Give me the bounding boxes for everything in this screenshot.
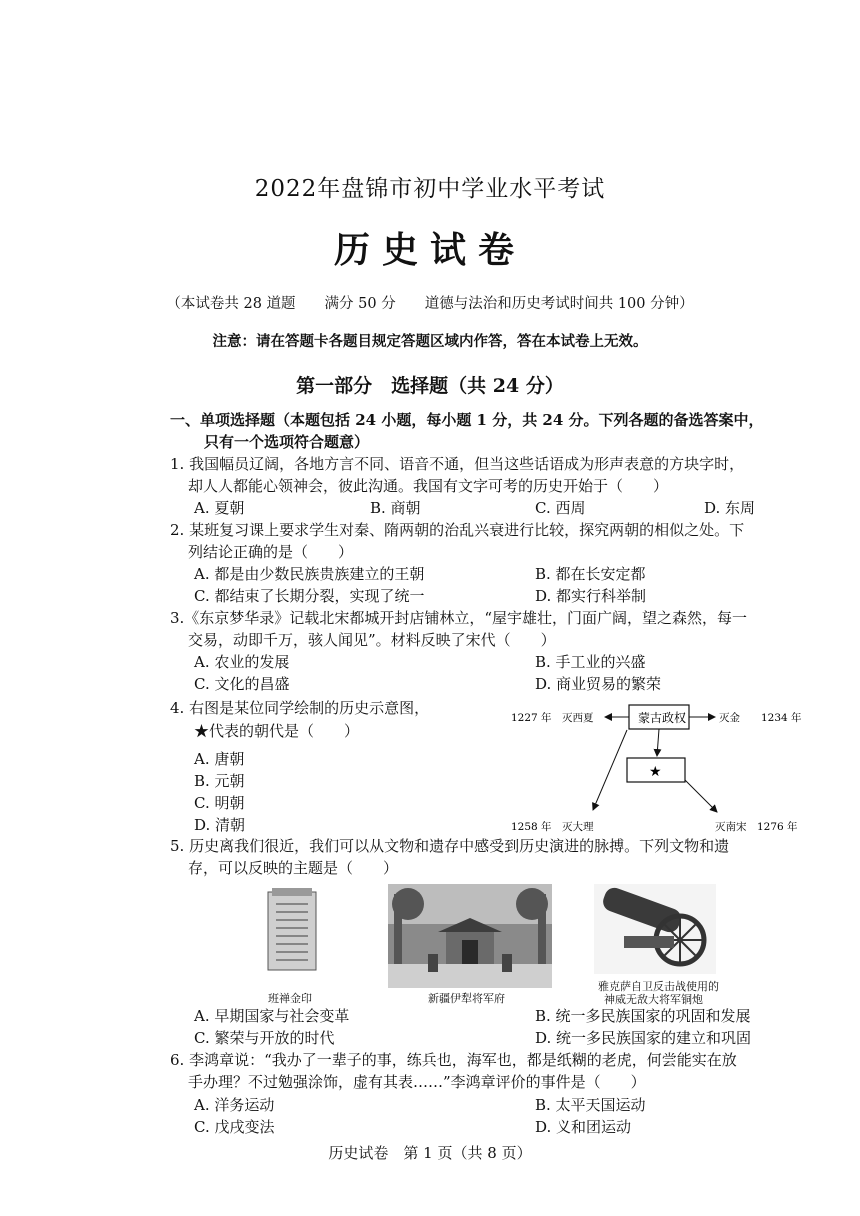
q6-stem: 6. 李鸿章说：“我办了一辈子的事，练兵也，海军也，都是纸糊的老虎，何尝能实在放 [170, 1051, 737, 1069]
q6-option-d: D. 义和团运动 [535, 1118, 632, 1136]
golden-seal-image [262, 884, 326, 984]
q3-stem: 3.《东京梦华录》记载北宋都城开封店铺林立，“屋宇雄壮，门面广阔，望之森然，每一 [170, 609, 747, 627]
arrow-left-bottom [593, 730, 627, 810]
q1-option-a: A. 夏朝 [194, 499, 245, 517]
caption-cannon-2: 神威无敌大将军铜炮 [604, 993, 703, 1006]
q3-stem-cont: 交易，动即千万，骇人闻见”。材料反映了宋代（ ） [188, 631, 556, 649]
caption-cannon-1: 雅克萨自卫反击战使用的 [598, 980, 719, 993]
cannon-image [594, 884, 716, 974]
diagram-left-bottom: 1258 年 灭大理 [511, 821, 594, 833]
q3-option-c: C. 文化的昌盛 [194, 675, 290, 693]
q3-option-a: A. 农业的发展 [194, 653, 290, 671]
q2-stem: 2. 某班复习课上要求学生对秦、隋两朝的治乱兴衰进行比较，探究两朝的相似之处。下 [170, 521, 745, 539]
q6-option-b: B. 太平天国运动 [535, 1096, 646, 1114]
page-footer: 历史试卷 第 1 页（共 8 页） [328, 1144, 532, 1162]
q1-stem: 1. 我国幅员辽阔，各地方言不同、语音不通，但当这些话语成为形声表意的方块字时， [170, 455, 745, 473]
q2-option-a: A. 都是由少数民族贵族建立的王朝 [194, 565, 425, 583]
q4-option-d: D. 清朝 [194, 816, 246, 834]
q2-option-d: D. 都实行科举制 [535, 587, 647, 605]
mongol-timeline-diagram [505, 700, 815, 840]
q2-option-b: B. 都在长安定都 [535, 565, 646, 583]
diagram-right-top: 灭金 1234 年 [719, 712, 802, 724]
q1-option-b: B. 商朝 [370, 499, 421, 517]
q5-option-a: A. 早期国家与社会变革 [194, 1007, 350, 1025]
q4-stem-cont: ★代表的朝代是（ ） [194, 722, 360, 740]
exam-title: 2022年盘锦市初中学业水平考试 [254, 176, 606, 202]
caption-seal: 班禅金印 [268, 992, 312, 1005]
yili-general-mansion-image [388, 884, 552, 988]
arrow-down [657, 729, 659, 756]
q5-stem-cont: 存，可以反映的主题是（ ） [188, 859, 399, 877]
q1-option-c: C. 西周 [535, 499, 586, 517]
caption-mansion: 新疆伊犁将军府 [428, 992, 505, 1005]
exam-notice: 注意：请在答题卡各题目规定答题区域内作答，答在本试卷上无效。 [212, 333, 648, 350]
q5-option-b: B. 统一多民族国家的巩固和发展 [535, 1007, 751, 1025]
q6-option-c: C. 戊戌变法 [194, 1118, 275, 1136]
exam-info: （本试卷共 28 道题 满分 50 分 道德与法治和历史考试时间共 100 分钟） [166, 296, 694, 312]
part-title: 第一部分 选择题（共 24 分） [296, 375, 564, 397]
q6-option-a: A. 洋务运动 [194, 1096, 275, 1114]
q4-option-b: B. 元朝 [194, 772, 245, 790]
q4-option-a: A. 唐朝 [194, 750, 245, 768]
q5-stem: 5. 历史离我们很近，我们可以从文物和遗存中感受到历史演进的脉搏。下列文物和遗 [170, 837, 730, 855]
q5-option-d: D. 统一多民族国家的建立和巩固 [535, 1029, 752, 1047]
q2-stem-cont: 列结论正确的是（ ） [188, 543, 354, 561]
q4-option-c: C. 明朝 [194, 794, 245, 812]
diagram-left-top: 1227 年 灭西夏 [511, 712, 594, 724]
subject-title: 历史试卷 [333, 229, 526, 271]
q2-option-c: C. 都结束了长期分裂，实现了统一 [194, 587, 425, 605]
diagram-right-bottom: 灭南宋 1276 年 [715, 821, 798, 833]
diagram-star: ★ [649, 764, 662, 780]
q5-option-c: C. 繁荣与开放的时代 [194, 1029, 335, 1047]
arrow-right-bottom [685, 780, 717, 812]
q3-option-d: D. 商业贸易的繁荣 [535, 675, 662, 693]
section-heading: 一、单项选择题（本题包括 24 小题，每小题 1 分，共 24 分。下列各题的备选答案中， [170, 411, 764, 429]
section-heading-cont: 只有一个选项符合题意） [204, 433, 370, 451]
q4-stem: 4. 右图是某位同学绘制的历史示意图， [170, 699, 430, 717]
q1-stem-cont: 却人人都能心领神会，彼此沟通。我国有文字可考的历史开始于（ ） [188, 477, 669, 495]
q1-option-d: D. 东周 [704, 499, 756, 517]
q3-option-b: B. 手工业的兴盛 [535, 653, 646, 671]
q6-stem-cont: 手办理？不过勉强涂饰，虚有其表……”李鸿章评价的事件是（ ） [188, 1073, 646, 1091]
diagram-top-label: 蒙古政权 [638, 711, 687, 725]
